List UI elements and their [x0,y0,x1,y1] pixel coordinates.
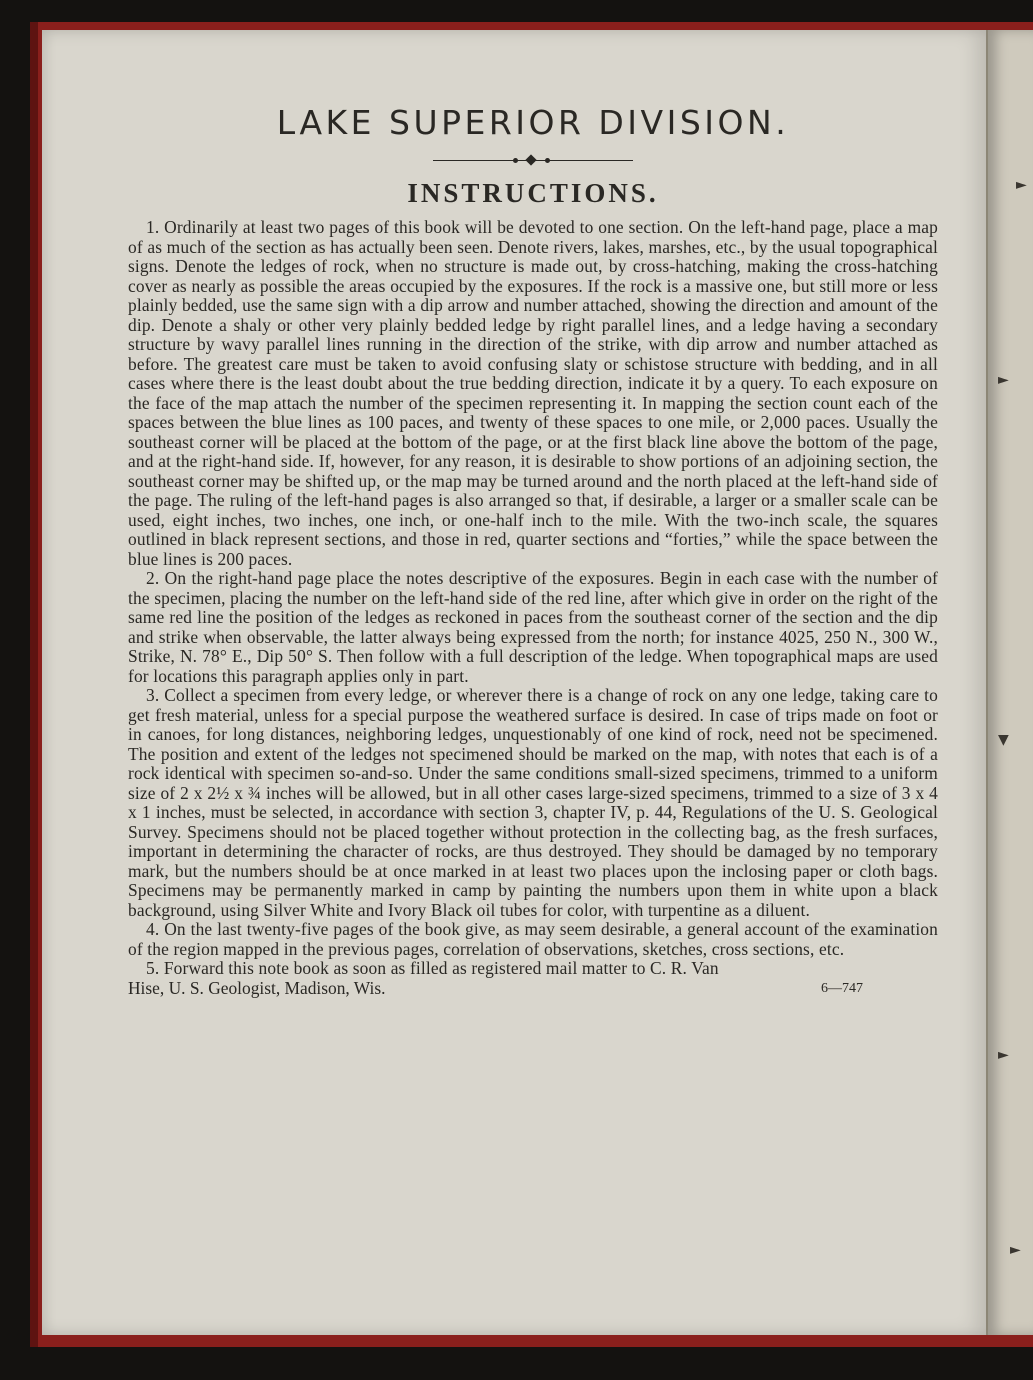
instruction-paragraph-3: 3. Collect a specimen from every ledge, or wherever there is a change of rock on any one ledge, taking care to get fresh material, unless for a special purpose the weathered surface is desired. In case of trips made on foot or in canoes, for long distances, neighboring ledges, unquestionably of one kind of rock, need not be specimened. The position and extent of the ledges not specimened should be marked on the map, with notes that each is of a rock identical with specimen so-and-so. Under the same conditions small-sized specimens, trimmed to a uniform size of 2 x 2½ x ¾ inches will be allowed, but in all other cases large-sized specimens, trimmed to a size of 3 x 4 x 1 inches, must be selected, in accordance with section 3, chapter IV, p. 44, Regulations of the U. S. Geological Survey. Specimens should not be placed together without protection in the collecting bag, as the fresh surfaces, important in determining the character of rocks, are thus destroyed. They should be damaged by no temporary mark, but the numbers should be at once marked in at least two places upon the inclosing paper or cloth bags. Specimens may be permanently marked in camp by painting the numbers upon them in white upon a black background, using Silver White and Ivory Black oil tubes for color, with turpentine as a diluent. [128,685,938,920]
instruction-paragraph-1: 1. Ordinarily at least two pages of this book will be devoted to one section. On the left-hand page, place a map of as much of the section as has actually been seen. Denote rivers, lakes, marshes, etc., by the usual topographical signs. Denote the ledges of rock, when no structure is made out, by cross-hatching, making the cross-hatching cover as nearly as possible the areas occupied by the exposures. If the rock is a massive one, but still more or less plainly bedded, use the same sign with a dip arrow and number attached, showing the direction and amount of the dip. Denote a shaly or other very plainly bedded ledge by right parallel lines, and a ledge having a secondary structure by wavy parallel lines running in the direction of the strike, with dip arrow and number attached as before. The greatest care must be taken to avoid confusing slaty or schistose structure with bedding, and in all cases where there is the least doubt about the true bedding direction, indicate it by a query. To each exposure on the face of the map attach the number of the specimen representing it. In mapping the section count each of the spaces between the blue lines as 100 paces, and twenty of these spaces to one mile, or 2,000 paces. Usually the southeast corner will be placed at the bottom of the page, or at the first black line above the bottom of the page, and at the right-hand side. If, however, for any reason, it is desirable to show portions of an adjoining section, the southeast corner may be shifted up, or the map may be turned around and the north placed at the left-hand side of the page. The ruling of the left-hand pages is also arranged so that, if desirable, a larger or a smaller scale can be used, eight inches, two inches, one inch, or one-half inch to the mile. With the two-inch scale, the squares outlined in black represent sections, and those in red, quarter sections and “forties,” while the space between the blue lines is 200 paces. [128,217,938,569]
page-title: LAKE SUPERIOR DIVISION. [276,103,790,142]
cover-spine-edge [30,22,38,1347]
page-tab-mark: ► [1010,1242,1021,1258]
closing-line [128,979,938,999]
title-ornament [433,156,633,166]
instruction-paragraph-2: 2. On the right-hand page place the notes descriptive of the exposures. Begin in each case with the number of the specimen, placing the number on the left-hand side of the red line, after which give in order on the right of the same red line the position of the ledges as reckoned in paces from the southeast corner of the section and the dip and strike when observable, the latter always being expressed from the north; for instance 4025, 250 N., 300 W., Strike, N. 78° E., Dip 50° S. Then follow with a full description of the ledge. When topographical maps are used for locations this paragraph applies only in part. [128,568,938,686]
page-content [128,100,938,998]
section-heading: INSTRUCTIONS. [407,178,659,208]
instruction-paragraph-4: 4. On the last twenty-five pages of the book give, as may seem desirable, a general account of the examination of the region mapped in the previous pages, correlation of observations, sketches, cross sections, etc. [128,919,938,959]
page-tab-mark: ► [998,1047,1009,1063]
address-text: Hise, U. S. Geologist, Madison, Wis. [128,977,386,998]
form-number: 6—747 [821,980,863,996]
page-tab-mark: ▼ [998,732,1009,748]
page-tab-mark: ► [1016,177,1027,193]
facing-page-edge [986,30,1033,1335]
page-tab-mark: ► [998,372,1009,388]
instruction-paragraph-5: 5. Forward this note book as soon as filled as registered mail matter to C. R. Van [146,958,719,978]
